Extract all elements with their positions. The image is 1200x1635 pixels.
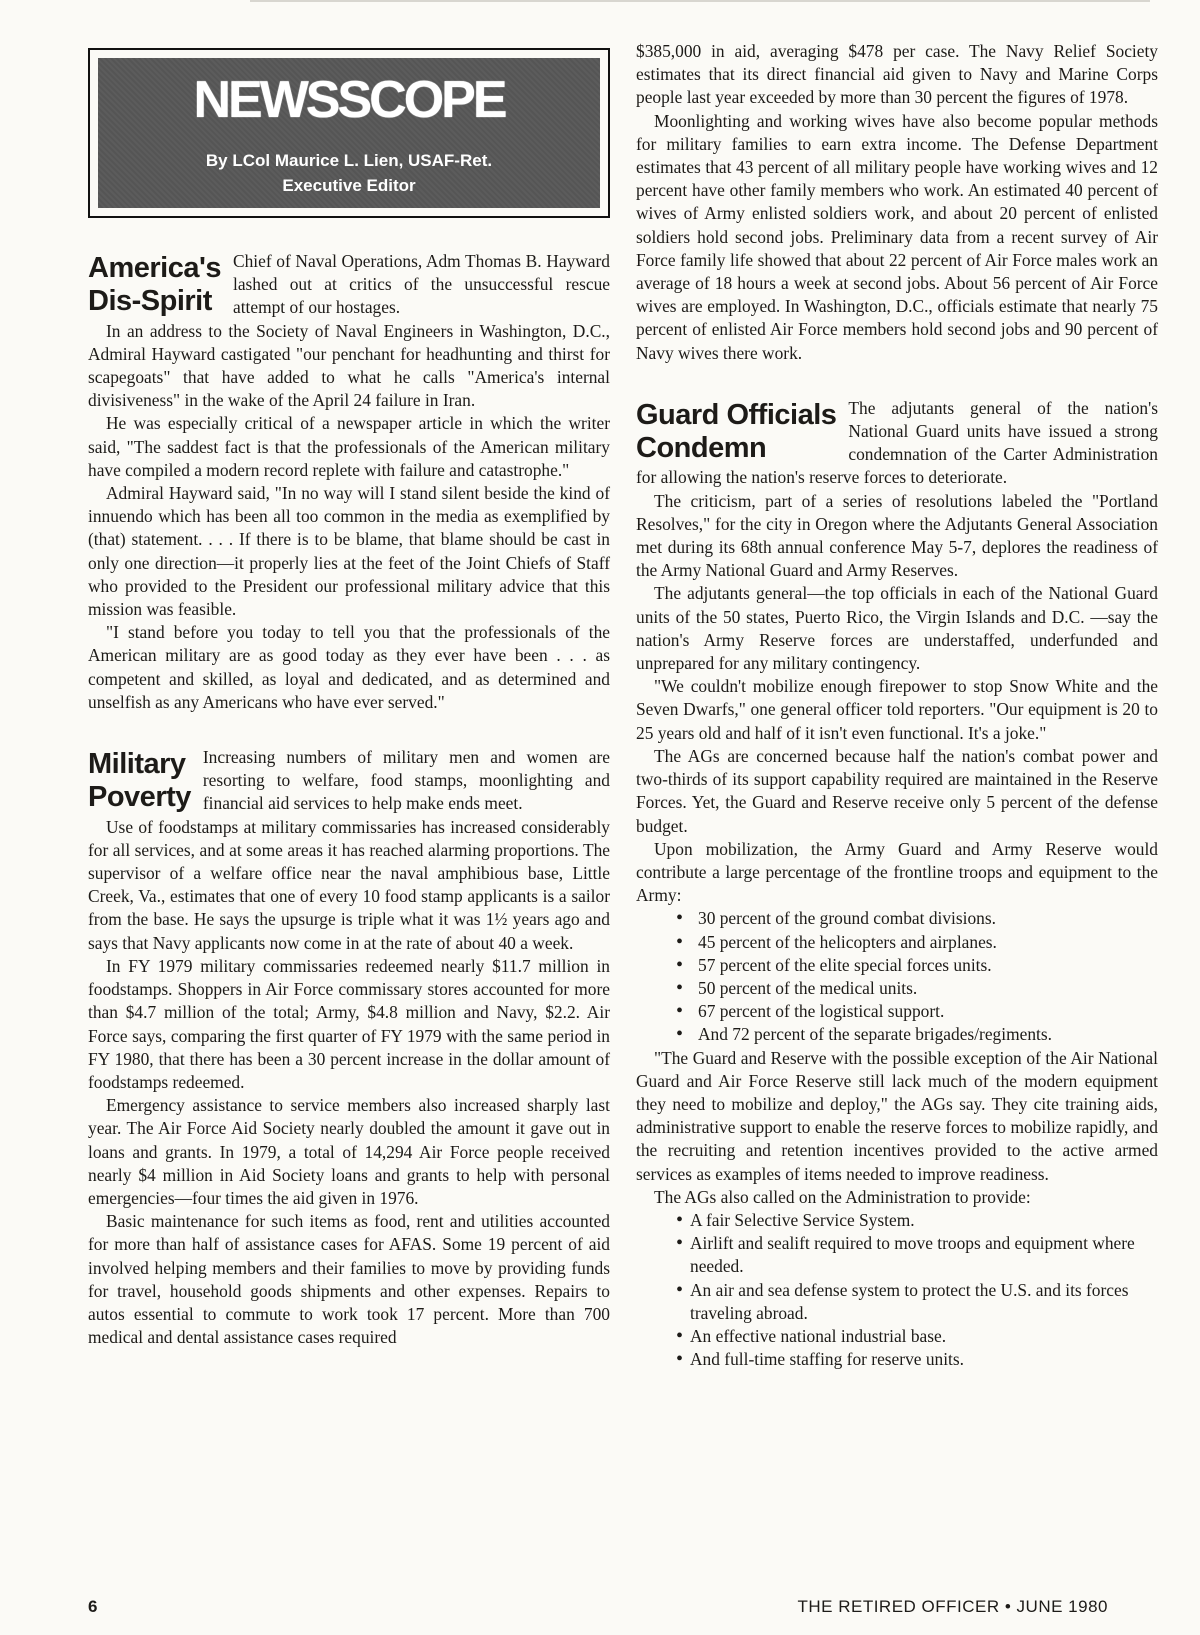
list-item: • An effective national industrial base.: [676, 1325, 1158, 1348]
body-paragraph: In an address to the Society of Naval Engineers in Washington, D.C., Admiral Hayward castigated "our penchant for headhunting and thirst for scapegoats" that have added to what he calls "America's internal divisiveness" in the wake of the April 24 failure in Iran.: [88, 320, 610, 411]
byline-author: By LCol Maurice L. Lien, USAF-Ret.: [205, 151, 493, 170]
running-footer: THE RETIRED OFFICER • JUNE 1980: [797, 1597, 1108, 1616]
list-item: • 45 percent of the helicopters and airplanes.: [676, 931, 1158, 954]
page-number: 6: [88, 1597, 98, 1616]
body-paragraph: Basic maintenance for such items as food, rent and utilities accounted for more than half of assistance cases for AFAS. Some 19 percent of aid involved helping members and their families to move by providing funds for travel, household goods shipments and other expenses. Repairs to autos essential to commute to work took 17 percent. More than 700 medical and dental assistance cases required: [88, 1211, 610, 1348]
body-paragraph: He was especially critical of a newspaper article in which the writer said, "The saddest fact is that the professionals of the American military have compiled a modern record replete with failure and catastrophe.": [88, 413, 610, 480]
article-headline: [88, 252, 221, 318]
left-column: [88, 40, 610, 1349]
lede-paragraph: Increasing numbers of military men and women are resorting to welfare, food stamps, moonlighting and financial aid services to help make ends meet.: [202, 747, 610, 814]
body-paragraph: The criticism, part of a series of resolutions labeled the "Portland Resolves," for the city in Oregon where the Adjutants General Association met during its 68th annual conference May 5-7, deplores the readiness of the Army National Guard and Army Reserves.: [636, 490, 1158, 581]
newsscope-masthead: [88, 48, 610, 218]
headline-line-1: America's: [88, 252, 221, 284]
top-edge-line: [250, 0, 1150, 2]
body-paragraph: Admiral Hayward said, "In no way will I stand silent beside the kind of innuendo which has been all too common in the media as exemplified by (that) statement. . . . If there is to be blame, that blame should be cast in only one direction—it properly lies at the feet of the Joint Chiefs of Staff who provided to the President our professional military advice that this mission was feasible.: [88, 483, 610, 620]
list-item: • 67 percent of the logistical support.: [676, 1000, 1158, 1023]
demands-list: [636, 1209, 1158, 1371]
body-paragraph: Use of foodstamps at military commissaries has increased considerably for all services, and at some areas it has reached alarming proportions. The supervisor of a welfare office near the naval amphibious base, Little Creek, Va., estimates that one of every 10 food stamp applicants is a sailor from the base. He says the upsurge is triple what it was 1½ years ago and says that Navy applicants now come in at the rate of about 40 a week.: [88, 816, 610, 953]
body-paragraph: The AGs also called on the Administration to provide:: [654, 1186, 1031, 1207]
article-guard-officials: [636, 397, 1158, 1372]
list-item: • And full-time staffing for reserve units.: [676, 1348, 1158, 1371]
body-paragraph: $385,000 in aid, averaging $478 per case. The Navy Relief Society estimates that its direct financial aid given to Navy and Marine Corps people last year exceeded by more than 30 percent the figures of 1978.: [636, 41, 1158, 108]
article-lede-block: [88, 250, 610, 320]
article-lede-block: [88, 746, 610, 816]
article-headline: [636, 399, 836, 465]
contribution-list: [636, 907, 1158, 1046]
body-paragraph: "I stand before you today to tell you that the professionals of the American military are as good today as they ever have been . . . as competent and skilled, as loyal and dedicated, and as determined and unselfish as any Americans who have ever served.": [88, 622, 610, 712]
article-headline: [88, 748, 191, 814]
headline-line-1: Military: [88, 748, 186, 781]
list-item: • An air and sea defense system to protect the U.S. and its forces traveling abroad.: [676, 1279, 1158, 1325]
headline-line-2: Poverty: [88, 781, 191, 814]
right-column: [636, 40, 1158, 1371]
article-military-poverty: [88, 746, 610, 1349]
headline-line-2: Condemn: [636, 431, 767, 464]
list-item: • A fair Selective Service System.: [676, 1209, 1158, 1232]
list-item: • 30 percent of the ground combat divisions.: [676, 907, 1158, 930]
masthead-byline: [98, 148, 600, 198]
headline-line-1: Guard Officials: [636, 398, 837, 431]
list-item: • 57 percent of the elite special forces units.: [676, 954, 1158, 977]
body-paragraph: Emergency assistance to service members also increased sharply last year. The Air Force Aid Society nearly doubled the amount it gave out in loans and grants. In 1979, a total of 14,294 Air Force people received nearly $4 million in Aid Society loans and grants to help with personal emergencies—four times the aid given in 1976.: [88, 1095, 610, 1208]
body-paragraph: In FY 1979 military commissaries redeemed nearly $11.7 million in foodstamps. Shoppers in Air Force commissary stores accounted for more than $4.7 million of the total; Army, $4.8 million and Navy, $2.2. Air Force says, comparing the first quarter of FY 1979 with the same period in FY 1980, that there has been a 30 percent increase in the dollar amount of foodstamps redeemed.: [88, 955, 610, 1092]
masthead-panel: [98, 58, 600, 208]
article-military-poverty-continued: [636, 40, 1158, 365]
article-lede-block: [636, 397, 1158, 490]
body-paragraph: The AGs are concerned because half the nation's combat power and two-thirds of its support capability required are maintained in the Reserve Forces. Yet, the Guard and Reserve receive only 5 percent of the defense budget.: [636, 745, 1158, 836]
lede-paragraph: Chief of Naval Operations, Adm Thomas B. Hayward lashed out at critics of the unsuccessful rescue attempt of our hostages.: [232, 251, 610, 318]
body-paragraph: "We couldn't mobilize enough firepower to stop Snow White and the Seven Dwarfs," one general officer told reporters. "Our equipment is 20 to 25 years old and half of it isn't even functional. It's a joke.": [636, 676, 1158, 743]
headline-line-2: Dis-Spirit: [88, 285, 212, 317]
body-paragraph: The adjutants general—the top officials in each of the National Guard units of the 50 states, Puerto Rico, the Virgin Islands and D.C. —say the nation's Army Reserve forces are understaffed, underfunded and unprepared for any military contingency.: [636, 583, 1158, 674]
body-paragraph: Moonlighting and working wives have also become popular methods for military families to earn extra income. The Defense Department estimates that 43 percent of all military people have working wives and 12 percent have other family members who work. An estimated 40 percent of wives of Army enlisted soldiers work, and about 20 percent of enlisted soldiers hold second jobs. Preliminary data from a recent survey of Air Force family life showed that about 22 percent of Air Force males work an average of 18 hours a week at second jobs. About 56 percent of Air Force wives are employed. In Washington, D.C., officials estimate that nearly 75 percent of enlisted Air Force members hold second jobs and 90 percent of Navy wives there work.: [636, 110, 1158, 363]
list-item: • 50 percent of the medical units.: [676, 977, 1158, 1000]
lede-paragraph: The adjutants general of the nation's National Guard units have issued a strong condemnation of the Carter Administration for allowing the nation's reserve forces to deteriorate.: [636, 397, 1158, 488]
body-paragraph: Upon mobilization, the Army Guard and Army Reserve would contribute a large percentage of the frontline troops and equipment to the Army:: [636, 838, 1158, 906]
body-paragraph: "The Guard and Reserve with the possible exception of the Air National Guard and Air Force Reserve still lack much of the modern equipment they need to mobilize and deploy," the AGs say. They cite training aids, administrative support to enable the reserve forces to mobilize rapidly, and the recruiting and retention incentives provided to the active armed services as examples of items needed to improve readiness.: [636, 1047, 1158, 1184]
masthead-title: NEWSSCOPE: [193, 71, 505, 129]
list-item: • And 72 percent of the separate brigades/regiments.: [676, 1023, 1158, 1046]
article-dis-spirit: [88, 250, 610, 714]
list-item: • Airlift and sealift required to move troops and equipment where needed.: [676, 1232, 1158, 1278]
byline-title: Executive Editor: [282, 176, 416, 195]
